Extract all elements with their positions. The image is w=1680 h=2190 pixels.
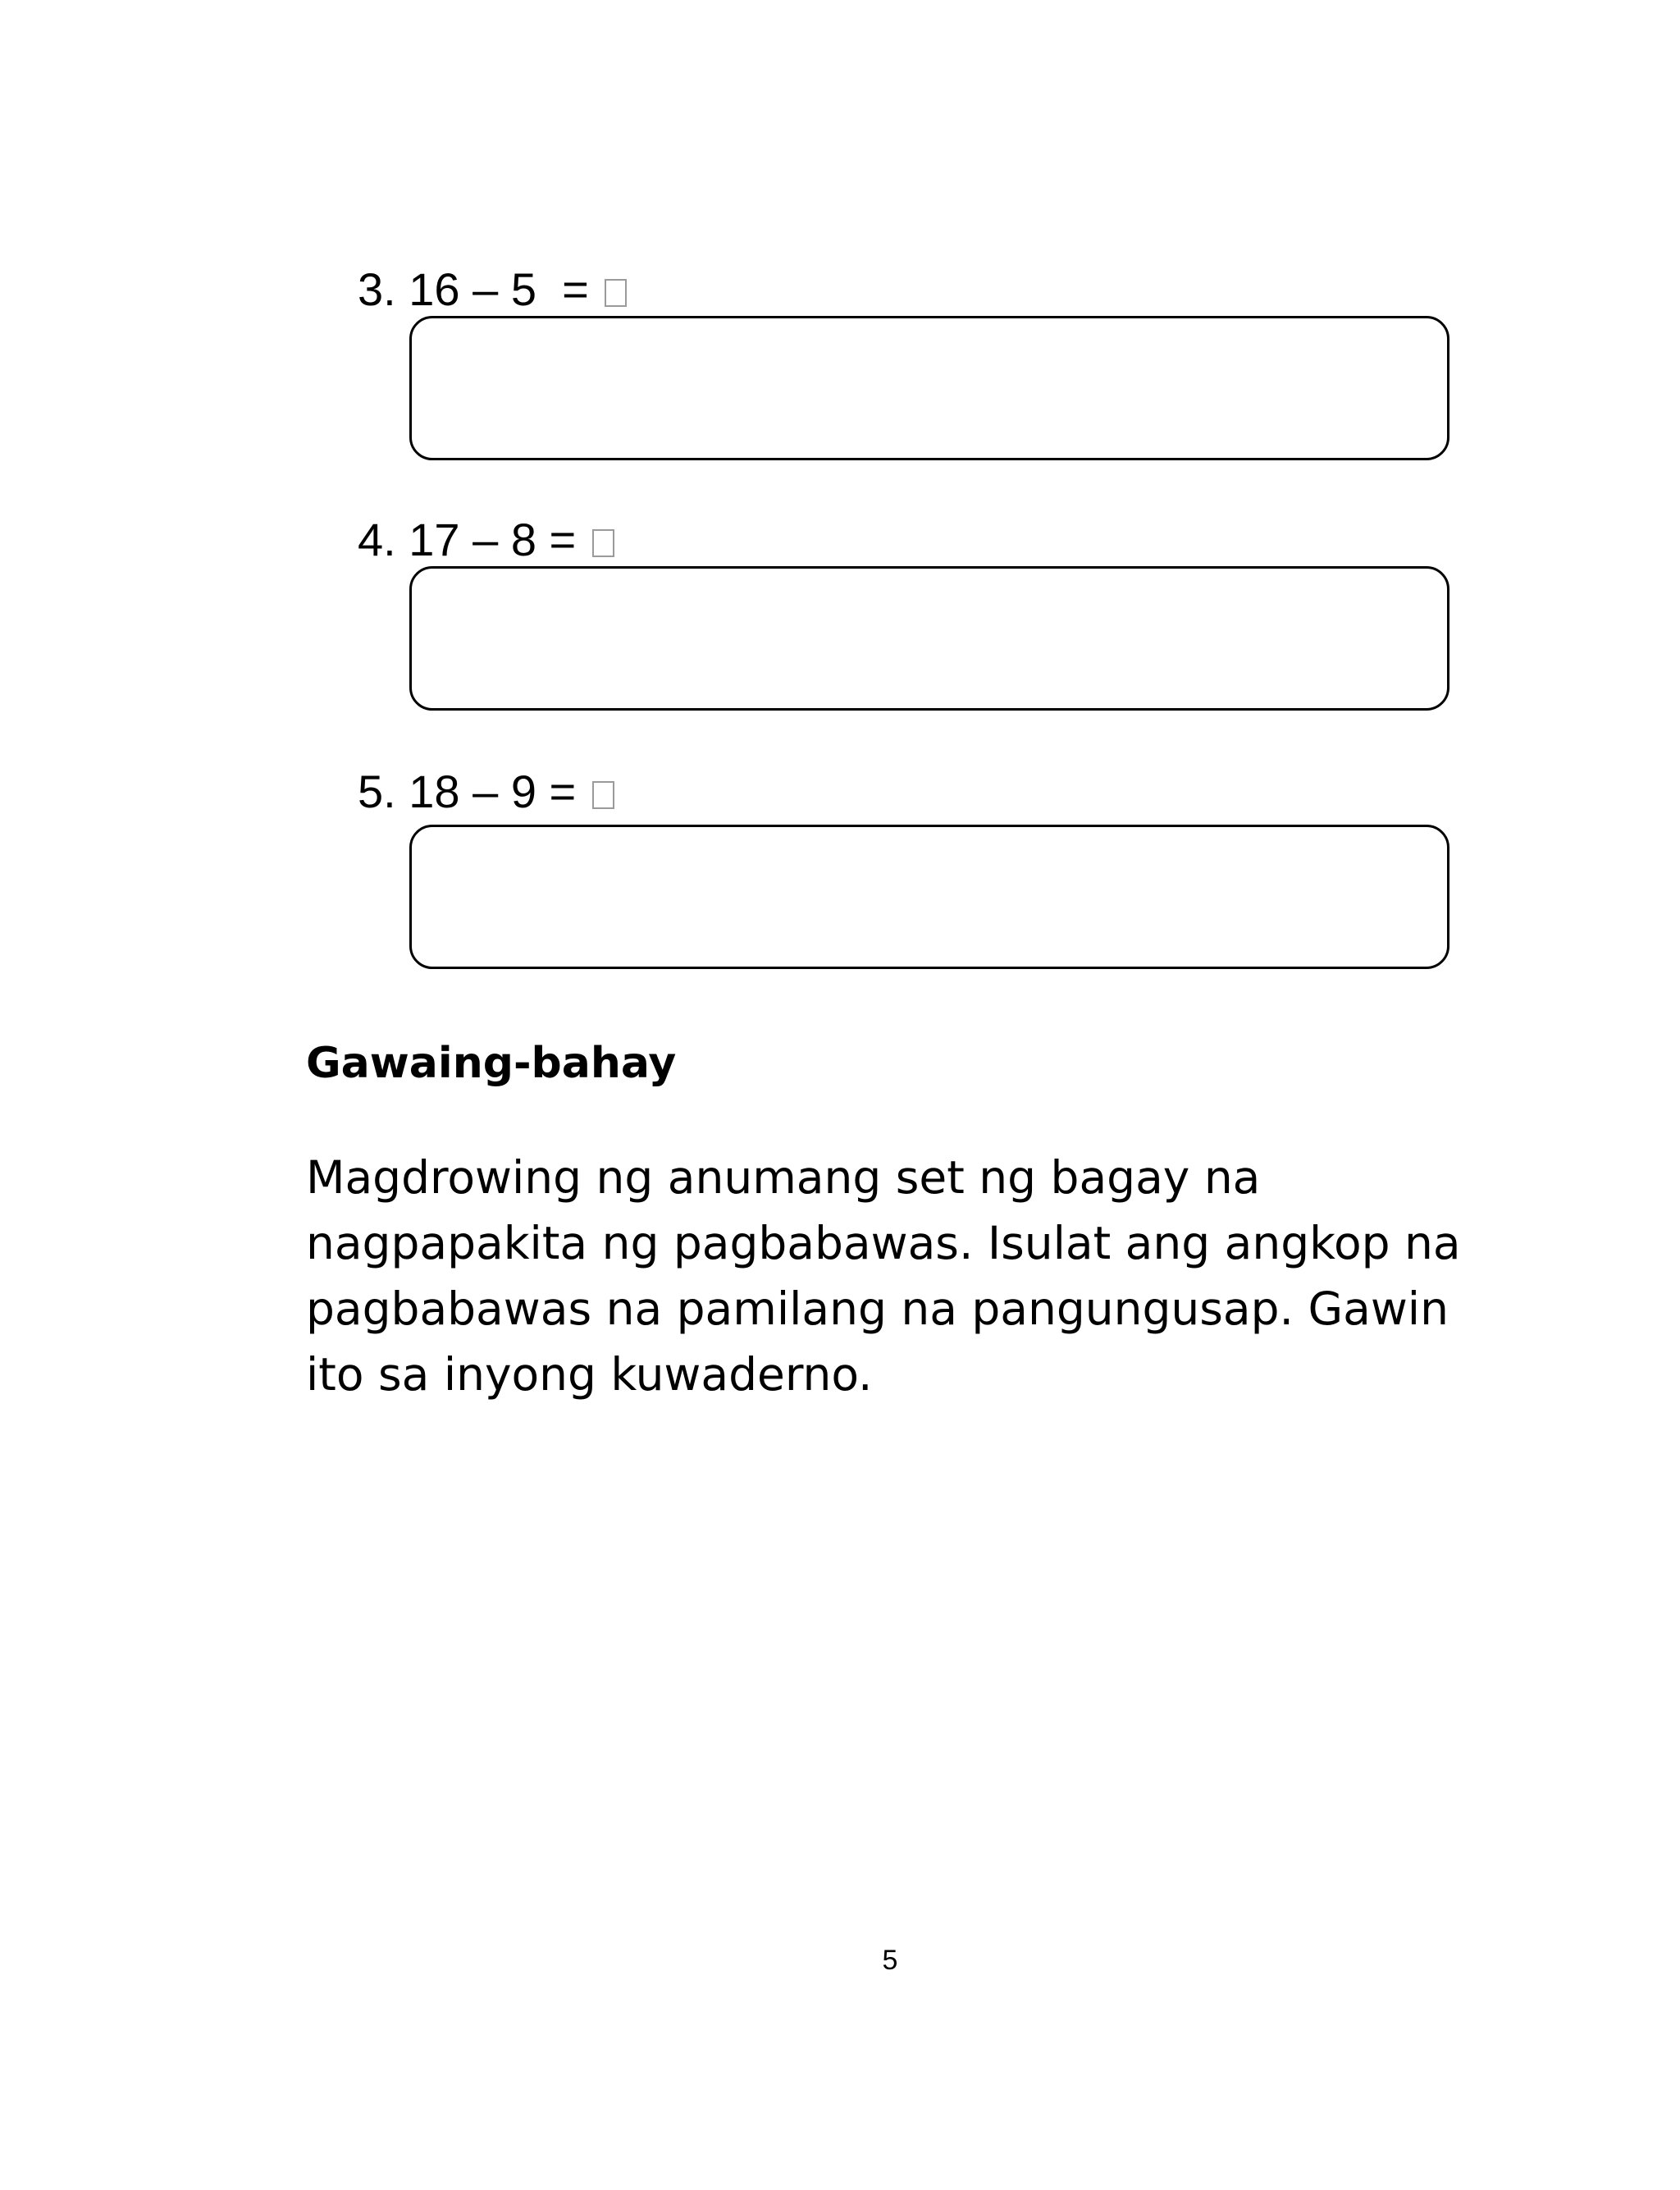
problem-3-label [358, 263, 627, 315]
homework-instructions: Magdrowing ng anumang set ng bagay na nagpapakita ng pagbabawas. Isulat ang angkop na pagbabawas na pamilang na pangungusap. Gawin ito sa inyong kuwaderno. [306, 1151, 1461, 1401]
problem-number: 4. [358, 514, 396, 565]
problem-expression: 16 – 5 = [409, 263, 589, 315]
homework-heading: Gawaing-bahay [306, 1039, 677, 1088]
problem-4-label [358, 514, 614, 565]
problem-number: 5. [358, 766, 396, 817]
problem-5-answer-box[interactable] [409, 825, 1449, 969]
problem-number: 3. [358, 263, 396, 315]
answer-placeholder-icon [605, 279, 627, 307]
problem-5-label [358, 766, 614, 817]
page-number: 5 [882, 1945, 898, 1976]
answer-placeholder-icon [592, 781, 614, 809]
problem-3-answer-box[interactable] [409, 316, 1449, 460]
problem-expression: 18 – 9 = [409, 766, 577, 817]
answer-placeholder-icon [592, 529, 614, 557]
problem-expression: 17 – 8 = [409, 514, 577, 565]
problem-4-answer-box[interactable] [409, 566, 1449, 711]
